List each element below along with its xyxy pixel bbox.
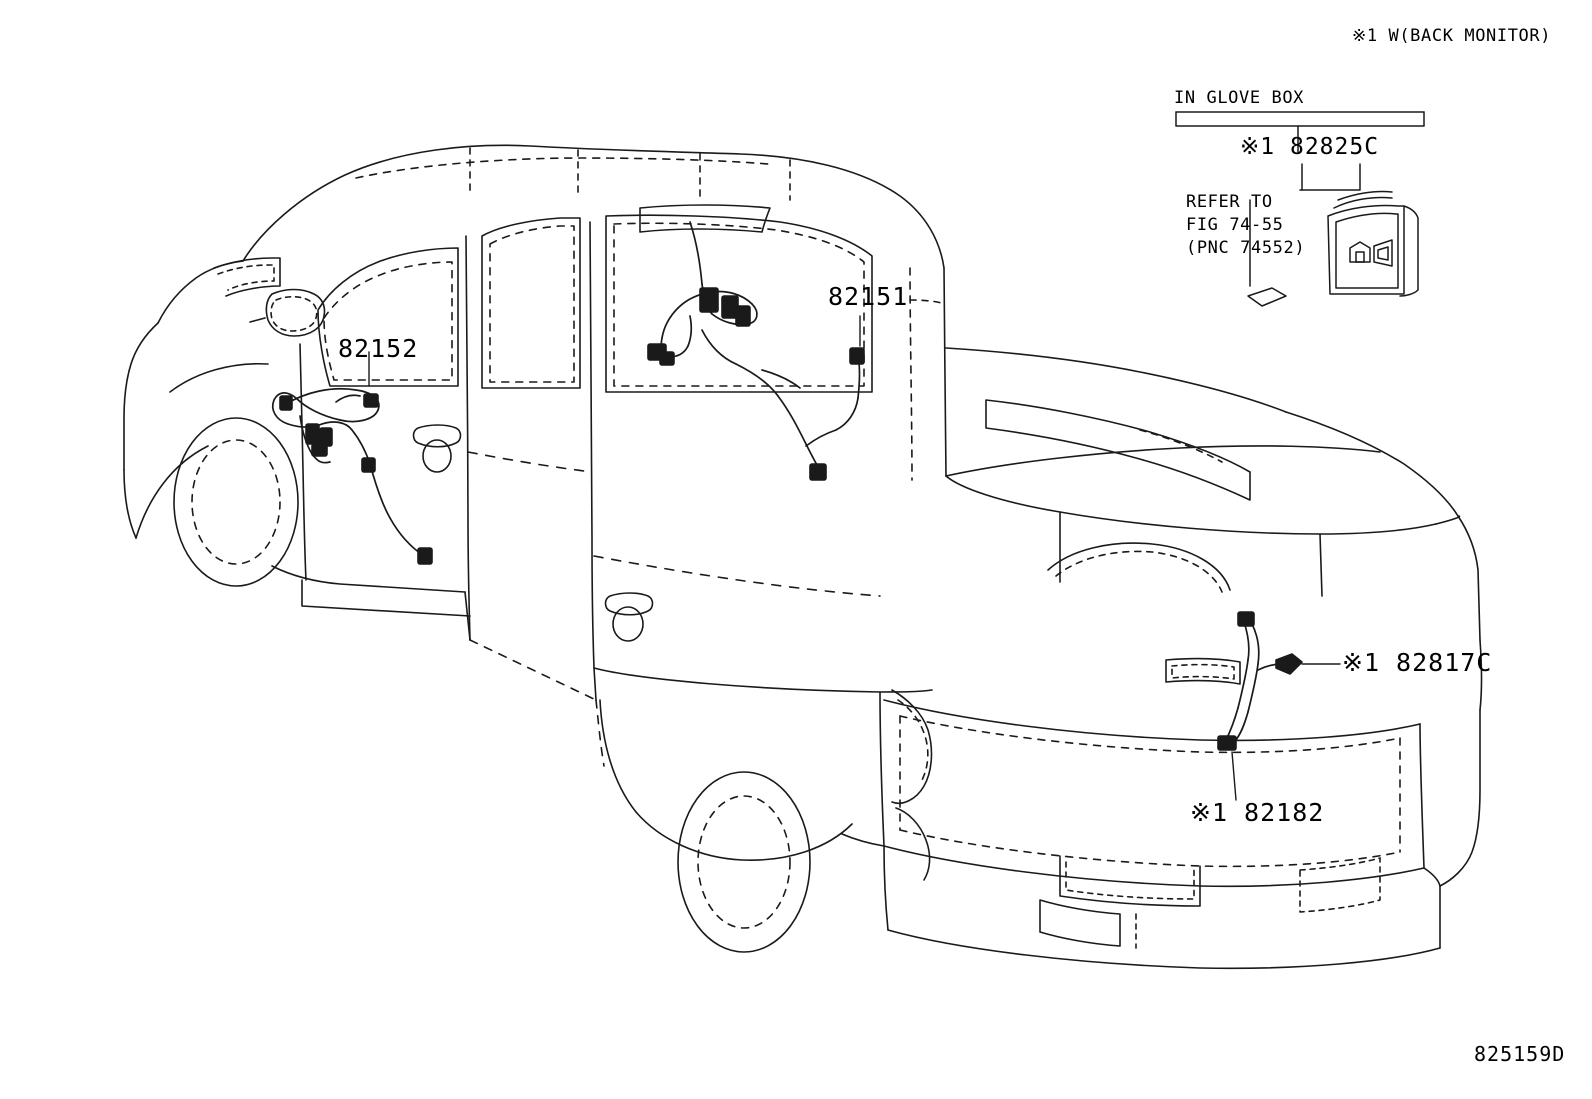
note-back-monitor: ※1 W(BACK MONITOR) [1352, 26, 1552, 46]
refer-to-line-3: (PNC 74552) [1186, 238, 1306, 258]
figure-id: 825159D [1474, 1042, 1566, 1066]
callout-82182: ※1 82182 [1190, 798, 1325, 827]
callout-82817c: ※1 82817C [1342, 648, 1493, 677]
callout-82825c: ※1 82825C [1240, 134, 1380, 160]
callout-82151: 82151 [828, 282, 909, 311]
callout-82152: 82152 [338, 334, 419, 363]
glove-box-header: IN GLOVE BOX [1174, 88, 1305, 108]
refer-to-line-1: REFER TO [1186, 192, 1273, 212]
refer-to-line-2: FIG 74-55 [1186, 215, 1284, 235]
